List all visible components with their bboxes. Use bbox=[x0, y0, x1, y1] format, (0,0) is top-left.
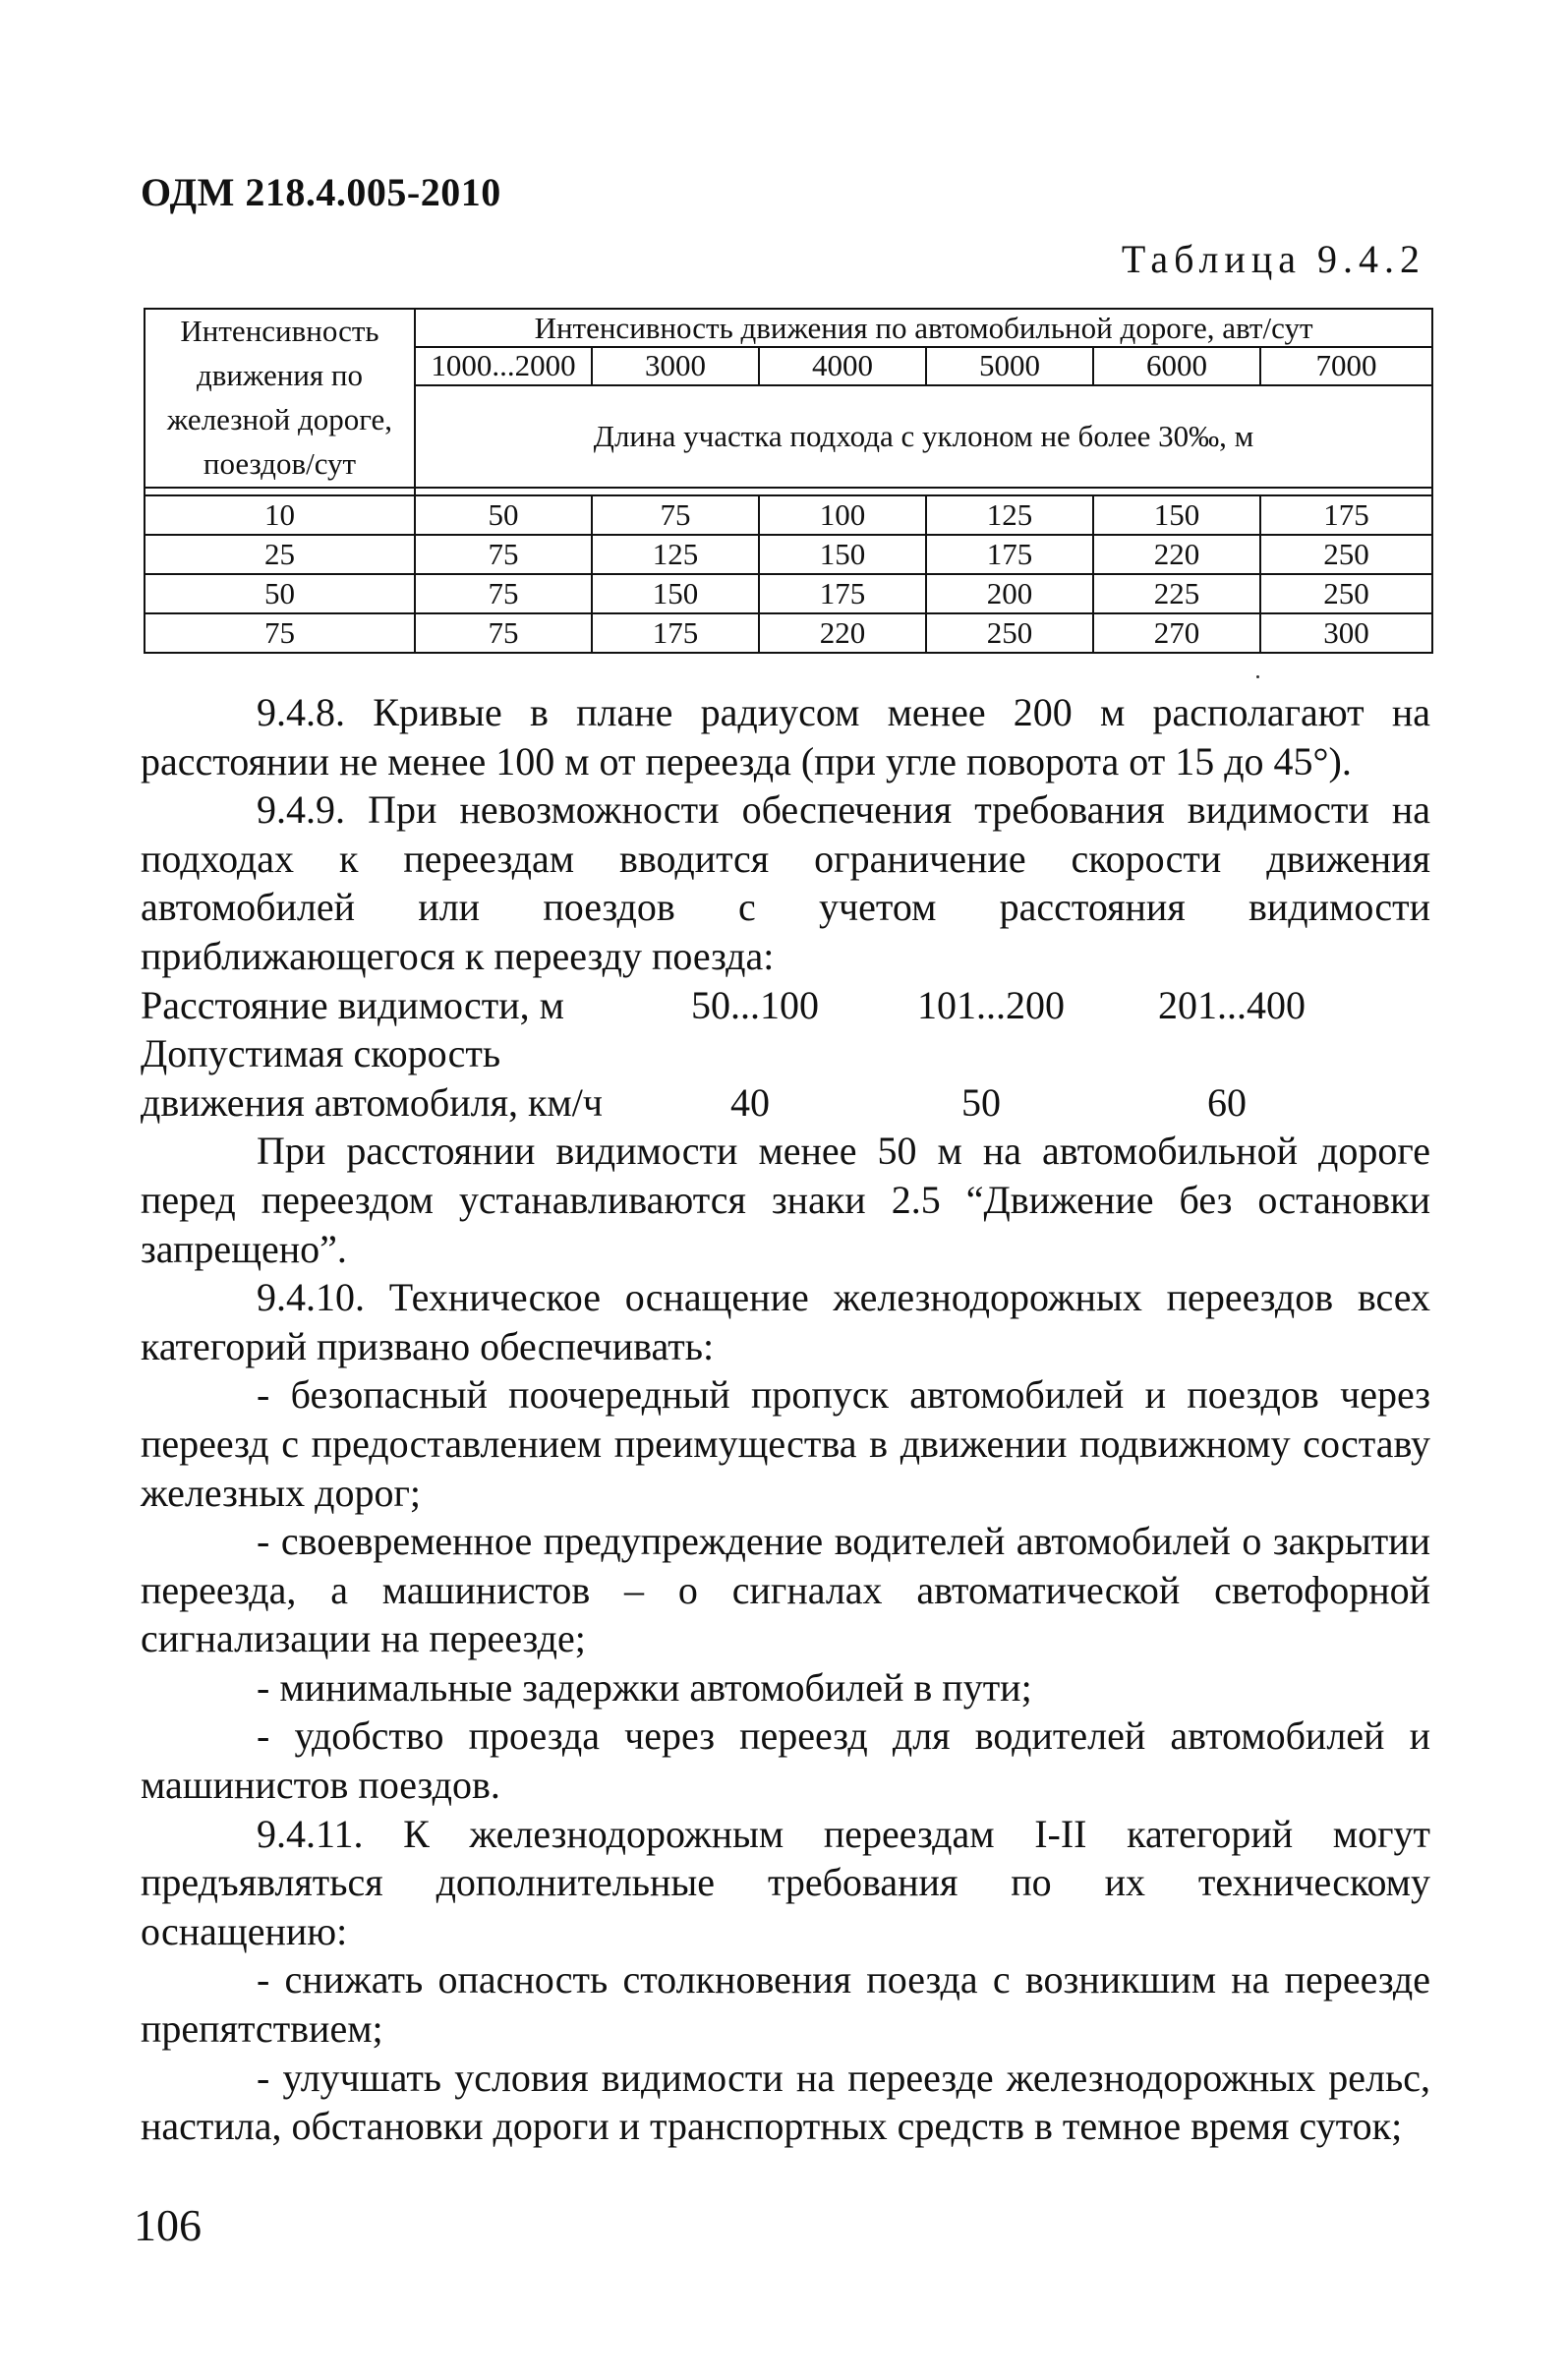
table-cell: 150 bbox=[1093, 495, 1260, 535]
table-cell: 175 bbox=[926, 535, 1093, 574]
road-column-header: 6000 bbox=[1093, 347, 1260, 385]
rail-intensity-header: Интенсивность движения по железной дороге, поездов/сут bbox=[145, 309, 415, 488]
road-column-header: 7000 bbox=[1260, 347, 1432, 385]
length-header: Длина участка подхода с уклоном не более 30‰, м bbox=[415, 385, 1432, 488]
paragraph-9-4-9: 9.4.9. При невозможности обеспечения требования видимости на подходах к переездам вводится ограничение скорости движения автомобилей или поездов с учетом расстояния видимости приближающегося к переезду поезда: bbox=[141, 787, 1430, 978]
distance-value: 101...200 bbox=[917, 982, 1065, 1027]
table-cell: 75 bbox=[415, 535, 592, 574]
speed-label-line-1: Допустимая скорость bbox=[141, 1031, 501, 1076]
list-item: - своевременное предупреждение водителей автомобилей о закрытии переезда, а машинистов – о сигналах автоматической светофорной сигнализации на переезде; bbox=[141, 1519, 1430, 1661]
rail-value: 50 bbox=[145, 574, 415, 613]
table-cell: 250 bbox=[1260, 535, 1432, 574]
speed-value: 60 bbox=[1207, 1079, 1247, 1125]
road-intensity-header: Интенсивность движения по автомобильной дороге, авт/сут bbox=[415, 309, 1432, 347]
rail-value: 10 bbox=[145, 495, 415, 535]
table-cell: 220 bbox=[1093, 535, 1260, 574]
list-item: - снижать опасность столкновения поезда с возникшим на переезде препятствием; bbox=[141, 1957, 1430, 2052]
speed-label-line-2: движения автомобиля, км/ч bbox=[141, 1079, 603, 1125]
table-cell: 150 bbox=[759, 535, 926, 574]
table-row bbox=[145, 613, 1432, 653]
table-cell: 300 bbox=[1260, 613, 1432, 653]
speed-value: 50 bbox=[961, 1079, 1001, 1125]
list-item: - безопасный поочередный пропуск автомобилей и поездов через переезд с предоставлением преимущества в движении подвижному составу железных дорог; bbox=[141, 1372, 1430, 1515]
speed-value: 40 bbox=[730, 1079, 770, 1125]
table-cell: 250 bbox=[1260, 574, 1432, 613]
paragraph-9-4-11: 9.4.11. К железнодорожным переездам I-II категорий могут предъявляться дополнительные требования по их техническому оснащению: bbox=[141, 1811, 1430, 1953]
paragraph-9-4-8: 9.4.8. Кривые в плане радиусом менее 200 м располагают на расстоянии не менее 100 м от переезда (при угле поворота от 15 до 45°). bbox=[141, 690, 1430, 783]
page-number: 106 bbox=[134, 2200, 202, 2250]
distance-label: Расстояние видимости, м bbox=[141, 982, 564, 1027]
table-cell: 125 bbox=[926, 495, 1093, 535]
table-cell: 175 bbox=[592, 613, 759, 653]
table-cell: 175 bbox=[1260, 495, 1432, 535]
list-item: - удобство проезда через переезд для водителей автомобилей и машинистов поездов. bbox=[141, 1713, 1430, 1808]
scan-speck bbox=[1256, 675, 1259, 678]
rail-value: 75 bbox=[145, 613, 415, 653]
road-column-header: 4000 bbox=[759, 347, 926, 385]
table-cell: 220 bbox=[759, 613, 926, 653]
table-cell: 250 bbox=[926, 613, 1093, 653]
table-row bbox=[145, 574, 1432, 613]
list-item: - минимальные задержки автомобилей в пути; bbox=[257, 1664, 1032, 1710]
road-column-header: 5000 bbox=[926, 347, 1093, 385]
road-column-header: 1000...2000 bbox=[415, 347, 592, 385]
table-cell: 175 bbox=[759, 574, 926, 613]
rail-value: 25 bbox=[145, 535, 415, 574]
paragraph-9-4-10: 9.4.10. Техническое оснащение железнодорожных переездов всех категорий призвано обеспечивать: bbox=[141, 1275, 1430, 1368]
paragraph-sign: При расстоянии видимости менее 50 м на автомобильной дороге перед переездом устанавливаются знаки 2.5 “Движение без остановки запрещено”. bbox=[141, 1129, 1430, 1271]
table-cell: 225 bbox=[1093, 574, 1260, 613]
table-cell: 100 bbox=[759, 495, 926, 535]
road-column-header: 3000 bbox=[592, 347, 759, 385]
table-row bbox=[145, 495, 1432, 535]
table-cell: 50 bbox=[415, 495, 592, 535]
table-cell: 75 bbox=[415, 574, 592, 613]
distance-value: 50...100 bbox=[691, 982, 819, 1027]
table-cell: 150 bbox=[592, 574, 759, 613]
table-cell: 75 bbox=[592, 495, 759, 535]
table-cell: 125 bbox=[592, 535, 759, 574]
list-item: - улучшать условия видимости на переезде железнодорожных рельс, настила, обстановки дороги и транспортных средств в темное время суток; bbox=[141, 2055, 1430, 2149]
table-cell: 270 bbox=[1093, 613, 1260, 653]
distance-value: 201...400 bbox=[1158, 982, 1306, 1027]
document-id: ОДМ 218.4.005-2010 bbox=[141, 170, 501, 214]
body-text bbox=[141, 688, 1430, 2151]
data-table bbox=[144, 308, 1433, 654]
table-row bbox=[145, 535, 1432, 574]
table-caption: Таблица 9.4.2 bbox=[1121, 237, 1425, 281]
table-cell: 75 bbox=[415, 613, 592, 653]
visibility-table bbox=[141, 981, 1430, 1128]
table-cell: 200 bbox=[926, 574, 1093, 613]
